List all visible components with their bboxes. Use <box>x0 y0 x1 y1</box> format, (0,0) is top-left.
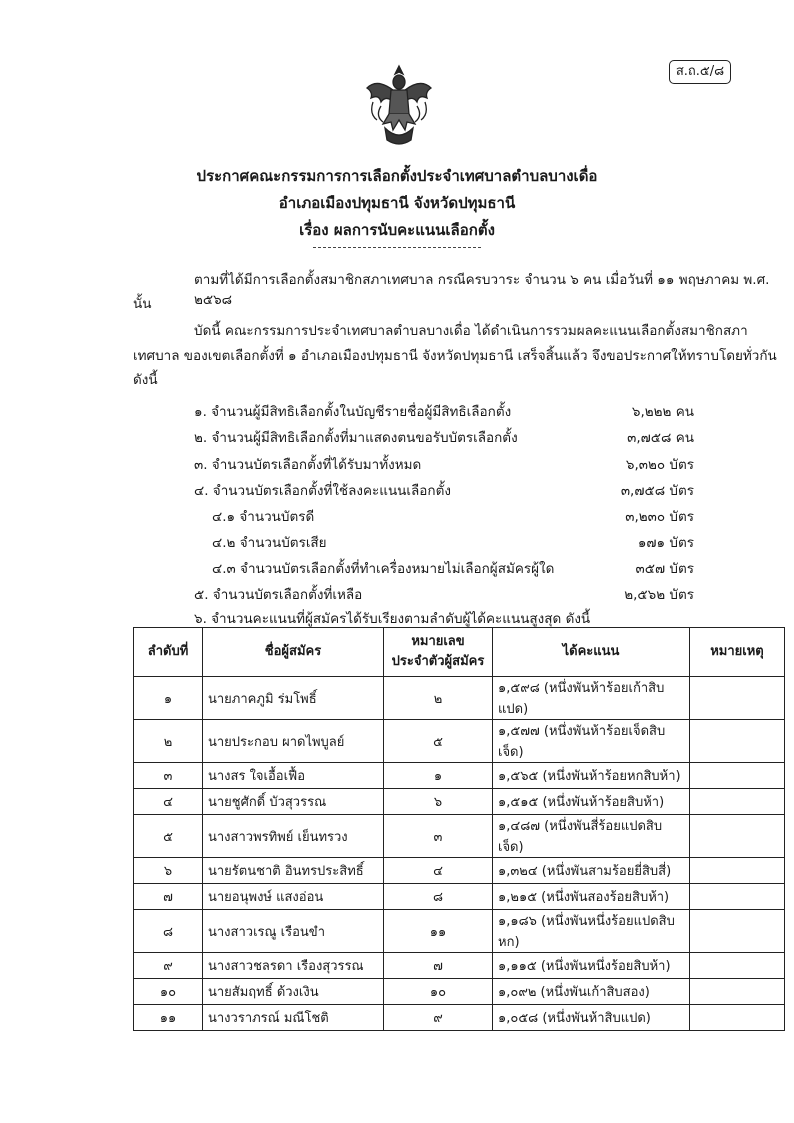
header-number-line-1: หมายเลข <box>411 634 465 649</box>
cell-rank: ๙ <box>134 953 203 979</box>
intro-paragraph-2-line-1: บัดนี้ คณะกรรมการประจำเทศบาลตำบลบางเดื่อ ได้ดำเนินการรวมผลคะแนนเลือกตั้งสมาชิกสภา <box>194 323 748 339</box>
cell-votes: ๑,๓๒๔ (หนึ่งพันสามร้อยยี่สิบสี่) <box>493 858 690 884</box>
cell-votes: ๑,๐๕๘ (หนึ่งพันห้าสิบแปด) <box>493 1005 690 1031</box>
cell-rank: ๕ <box>134 815 203 858</box>
cell-name: นางสาวเรณู เรือนขำ <box>203 910 384 953</box>
cell-name: นายชูศักดิ์ บัวสุวรรณ <box>203 789 384 815</box>
cell-number: ๙ <box>384 1005 493 1031</box>
cell-votes: ๑,๐๙๒ (หนึ่งพันเก้าสิบสอง) <box>493 979 690 1005</box>
summary-item-label: ๔.๒ จำนวนบัตรเสีย <box>212 535 327 551</box>
announcement-subject: เรื่อง ผลการนับคะแนนเลือกตั้ง <box>299 221 495 239</box>
cell-name: นางสาวชลรดา เรืองสุวรรณ <box>203 953 384 979</box>
cell-remark <box>690 979 785 1005</box>
intro-paragraph-1-line-1: ตามที่ได้มีการเลือกตั้งสมาชิกสภาเทศบาล กรณีครบวาระ จำนวน ๖ คน เมื่อวันที่ ๑๑ พฤษภาคม พ.ศ. ๒๕๖๘ <box>194 272 770 308</box>
summary-item-label: ๔.๑ จำนวนบัตรดี <box>212 509 315 525</box>
form-code-badge: ส.ถ.๕/๘ <box>669 60 731 84</box>
summary-item-value: ๓๕๗ บัตร <box>635 561 694 577</box>
cell-rank: ๘ <box>134 910 203 953</box>
cell-rank: ๖ <box>134 858 203 884</box>
cell-name: นายภาคภูมิ ร่มโพธิ์ <box>203 677 384 720</box>
cell-remark <box>690 720 785 763</box>
cell-remark <box>690 677 785 720</box>
header-number-line-2: ประจำตัวผู้สมัคร <box>391 654 485 669</box>
cell-votes: ๑,๔๘๗ (หนึ่งพันสี่ร้อยแปดสิบเจ็ด) <box>493 815 690 858</box>
summary-item-label: ๔.๓ จำนวนบัตรเลือกตั้งที่ทำเครื่องหมายไม่เลือกผู้สมัครผู้ใด <box>212 561 555 577</box>
cell-name: นายประกอบ ผาดไพบูลย์ <box>203 720 384 763</box>
cell-remark <box>690 763 785 789</box>
table-row <box>134 884 785 910</box>
results-table <box>133 627 785 1031</box>
table-row <box>134 789 785 815</box>
cell-remark <box>690 910 785 953</box>
cell-number: ๓ <box>384 815 493 858</box>
cell-votes: ๑,๑๘๖ (หนึ่งพันหนึ่งร้อยแปดสิบหก) <box>493 910 690 953</box>
table-row <box>134 720 785 763</box>
cell-rank: ๒ <box>134 720 203 763</box>
table-row <box>134 953 785 979</box>
header-votes: ได้คะแนน <box>493 628 690 677</box>
summary-item-value: ๖,๒๒๒ คน <box>631 404 694 420</box>
summary-item-value: ๓,๒๓๐ บัตร <box>625 509 694 525</box>
cell-votes: ๑,๕๙๘ (หนึ่งพันห้าร้อยเก้าสิบแปด) <box>493 677 690 720</box>
cell-rank: ๓ <box>134 763 203 789</box>
intro-paragraph-2-line-3: ดังนี้ <box>133 372 158 388</box>
table-row <box>134 677 785 720</box>
summary-item-value: ๒,๕๖๒ บัตร <box>624 587 694 603</box>
summary-item-label: ๕. จำนวนบัตรเลือกตั้งที่เหลือ <box>194 587 363 603</box>
table-row <box>134 858 785 884</box>
cell-name: นางสาวพรทิพย์ เย็นทรวง <box>203 815 384 858</box>
garuda-emblem-icon <box>363 62 435 150</box>
cell-number: ๗ <box>384 953 493 979</box>
dashed-divider <box>313 247 481 248</box>
cell-remark <box>690 884 785 910</box>
table-row <box>134 1005 785 1031</box>
header-number <box>384 628 493 677</box>
cell-remark <box>690 858 785 884</box>
header-remark: หมายเหตุ <box>690 628 785 677</box>
cell-rank: ๑๐ <box>134 979 203 1005</box>
cell-number: ๑๐ <box>384 979 493 1005</box>
intro-paragraph-2-line-2: เทศบาล ของเขตเลือกตั้งที่ ๑ อำเภอเมืองปทุมธานี จังหวัดปทุมธานี เสร็จสิ้นแล้ว จึงขอประกาศให้ทราบโดยทั่วกัน <box>133 348 777 364</box>
table-row <box>134 910 785 953</box>
cell-remark <box>690 789 785 815</box>
cell-votes: ๑,๕๗๗ (หนึ่งพันห้าร้อยเจ็ดสิบเจ็ด) <box>493 720 690 763</box>
cell-rank: ๔ <box>134 789 203 815</box>
cell-number: ๑๑ <box>384 910 493 953</box>
summary-item-label: ๔. จำนวนบัตรเลือกตั้งที่ใช้ลงคะแนนเลือกตั้ง <box>194 483 451 499</box>
cell-number: ๒ <box>384 677 493 720</box>
summary-item-label: ๑. จำนวนผู้มีสิทธิเลือกตั้งในบัญชีรายชื่อผู้มีสิทธิเลือกตั้ง <box>194 404 512 420</box>
table-row <box>134 815 785 858</box>
cell-number: ๘ <box>384 884 493 910</box>
cell-votes: ๑,๕๖๕ (หนึ่งพันห้าร้อยหกสิบห้า) <box>493 763 690 789</box>
cell-number: ๕ <box>384 720 493 763</box>
header-name: ชื่อผู้สมัคร <box>203 628 384 677</box>
table-header-row <box>134 628 785 677</box>
cell-number: ๑ <box>384 763 493 789</box>
cell-rank: ๑ <box>134 677 203 720</box>
ranking-title: ๖. จำนวนคะแนนที่ผู้สมัครได้รับเรียงตามลำดับผู้ได้คะแนนสูงสุด ดังนี้ <box>194 611 591 627</box>
summary-item-value: ๓,๗๕๘ บัตร <box>620 483 694 499</box>
cell-number: ๖ <box>384 789 493 815</box>
cell-rank: ๑๑ <box>134 1005 203 1031</box>
cell-name: นางวราภรณ์ มณีโชติ <box>203 1005 384 1031</box>
table-row <box>134 763 785 789</box>
intro-paragraph-1-line-2: นั้น <box>133 296 152 312</box>
header-rank: ลำดับที่ <box>134 628 203 677</box>
cell-number: ๔ <box>384 858 493 884</box>
cell-votes: ๑,๒๑๕ (หนึ่งพันสองร้อยสิบห้า) <box>493 884 690 910</box>
summary-item-value: ๓,๗๕๘ คน <box>627 430 694 446</box>
cell-name: นางสร ใจเอื้อเฟื้อ <box>203 763 384 789</box>
cell-remark <box>690 1005 785 1031</box>
summary-item-value: ๑๗๑ บัตร <box>637 535 694 551</box>
cell-name: นายอนุพงษ์ แสงอ่อน <box>203 884 384 910</box>
cell-name: นายรัตนชาติ อินทรประสิทธิ์ <box>203 858 384 884</box>
cell-remark <box>690 953 785 979</box>
cell-votes: ๑,๑๑๕ (หนึ่งพันหนึ่งร้อยสิบห้า) <box>493 953 690 979</box>
announcement-title: ประกาศคณะกรรมการการเลือกตั้งประจำเทศบาลตำบลบางเดื่อ <box>196 167 598 185</box>
summary-item-label: ๓. จำนวนบัตรเลือกตั้งที่ได้รับมาทั้งหมด <box>194 457 422 473</box>
cell-remark <box>690 815 785 858</box>
table-row <box>134 979 785 1005</box>
summary-item-label: ๒. จำนวนผู้มีสิทธิเลือกตั้งที่มาแสดงตนขอรับบัตรเลือกตั้ง <box>194 430 518 446</box>
cell-votes: ๑,๕๑๕ (หนึ่งพันห้าร้อยสิบห้า) <box>493 789 690 815</box>
announcement-location: อำเภอเมืองปทุมธานี จังหวัดปทุมธานี <box>278 194 516 212</box>
cell-name: นายสัมฤทธิ์ ด้วงเงิน <box>203 979 384 1005</box>
summary-item-value: ๖,๓๒๐ บัตร <box>625 457 694 473</box>
cell-rank: ๗ <box>134 884 203 910</box>
